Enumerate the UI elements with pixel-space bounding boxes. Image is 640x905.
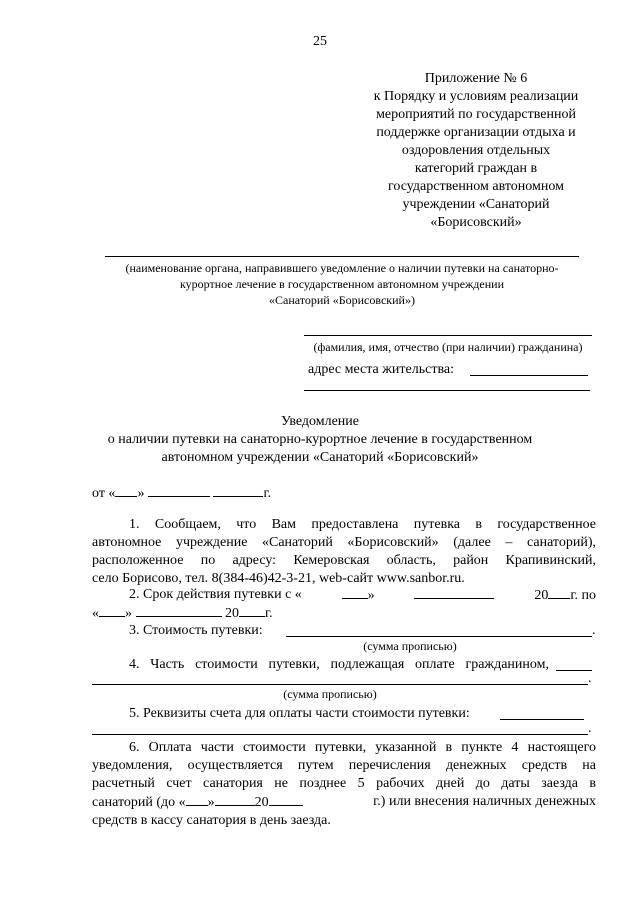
item-2-until: г. по <box>570 588 596 603</box>
item-2-year-suffix: г. <box>265 606 273 621</box>
organ-caption-line: «Санаторий «Борисовский») <box>269 293 415 307</box>
item-2-from-month-field[interactable] <box>414 586 494 599</box>
item-6-month-field[interactable] <box>215 793 255 806</box>
recipient-name-field[interactable] <box>304 335 592 336</box>
recipient-name-caption: (фамилия, имя, отчество (при наличии) гражданина) <box>313 340 583 354</box>
item-5-label: 5. Реквизиты счета для оплаты части стоимости путевки: <box>129 706 470 721</box>
item-6-text: санаторий (до « <box>92 795 186 810</box>
item-6-line: 6. Оплата части стоимости путевки, указанной в пункте 4 настоящего <box>129 740 596 755</box>
organ-name-field[interactable] <box>105 256 579 257</box>
item-4-amount-field-2[interactable] <box>92 684 588 685</box>
item-4-label: 4. Часть стоимости путевки, подлежащая оплате гражданином, <box>129 657 549 672</box>
item-6-year-field[interactable] <box>269 793 303 806</box>
item-1-line: автономное учреждение «Санаторий «Борисовский» (далее – санаторий), <box>92 535 596 550</box>
appendix-line: категорий граждан в <box>414 161 538 176</box>
item-6-line: средств в кассу санатория в день заезда. <box>92 813 331 828</box>
item-2-from-year-field[interactable] <box>548 586 570 599</box>
item-4-end: . <box>588 671 592 686</box>
date-day-field[interactable] <box>115 484 137 497</box>
item-2-quote: « <box>92 606 99 621</box>
item-2-quote: » <box>125 606 132 621</box>
item-2-to-day-field[interactable] <box>99 604 125 617</box>
item-5-account-field-1[interactable] <box>500 719 584 720</box>
item-6-century: 20 <box>254 795 269 810</box>
item-2-line-1 <box>129 586 596 605</box>
item-3-caption: (сумма прописью) <box>363 639 457 653</box>
item-5-end: . <box>588 721 592 736</box>
date-suffix: г. <box>263 486 272 501</box>
title-line: Уведомление <box>280 414 359 429</box>
date-year-field[interactable] <box>213 484 263 497</box>
appendix-line: поддержке организации отдыха и <box>376 125 576 140</box>
appendix-line: к Порядку и условиям реализации <box>373 89 579 104</box>
appendix-line: оздоровления отдельных <box>401 143 551 158</box>
address-label: адрес места жительства: <box>308 362 454 377</box>
item-6-line-4 <box>92 793 596 812</box>
item-2-century: 20 <box>225 606 239 621</box>
date-mid: » <box>137 486 145 501</box>
item-6-text: г.) или внесения наличных денежных <box>373 794 596 809</box>
organ-caption-line: курортное лечение в государственном автономном учреждении <box>179 277 505 291</box>
item-2-from-day-field[interactable] <box>342 586 368 599</box>
appendix-line: «Борисовский» <box>430 215 522 230</box>
appendix-line: Приложение № 6 <box>424 71 528 86</box>
item-2-century: 20 <box>534 588 549 603</box>
item-2-line-2 <box>92 604 273 623</box>
item-6 <box>92 739 596 830</box>
item-2-to-month-field[interactable] <box>136 604 222 617</box>
item-4-amount-field-1[interactable] <box>556 670 592 671</box>
item-1-line: расположенное по адресу: Кемеровская область, район Крапивинский, <box>92 553 596 568</box>
item-6-day-field[interactable] <box>186 793 208 806</box>
item-3-cost-field[interactable] <box>286 636 592 637</box>
title-line: о наличии путевки на санаторно-курортное лечение в государственном <box>107 432 533 447</box>
item-4-caption: (сумма прописью) <box>283 687 377 701</box>
item-3-label: 3. Стоимость путевки: <box>129 623 263 638</box>
date-line <box>92 484 271 503</box>
appendix-line: учреждении «Санаторий <box>402 197 550 212</box>
item-2-text: 2. Срок действия путевки с « <box>129 587 302 602</box>
appendix-line: мероприятий по государственной <box>376 107 576 122</box>
item-6-line: уведомления, осуществляется путем перечисления денежных средств на <box>92 758 596 773</box>
date-month-field[interactable] <box>148 484 210 497</box>
date-prefix: от « <box>92 486 116 501</box>
item-3-end: . <box>592 623 596 638</box>
organ-caption-line: (наименование органа, направившего уведомление о наличии путевки на санаторно- <box>125 261 559 275</box>
address-field-2[interactable] <box>304 390 590 391</box>
item-1-line: 1. Сообщаем, что Вам предоставлена путевка в государственное <box>129 517 596 532</box>
item-6-line: расчетный счет санатория не позднее 5 рабочих дней до даты заезда в <box>92 776 596 791</box>
document-title <box>0 413 640 467</box>
item-1 <box>92 516 596 588</box>
item-6-quote: » <box>207 795 215 810</box>
organ-caption <box>100 260 584 308</box>
item-2-quote: » <box>367 588 375 603</box>
item-5-account-field-2[interactable] <box>92 734 588 735</box>
item-2-to-year-field[interactable] <box>239 604 265 617</box>
appendix-header <box>360 70 592 232</box>
page-number: 25 <box>313 34 327 49</box>
address-field-1[interactable] <box>470 375 588 376</box>
title-line: автономном учреждении «Санаторий «Борисовский» <box>161 450 479 465</box>
appendix-line: государственном автономном <box>388 179 564 194</box>
item-1-line: село Борисово, тел. 8(384-46)42-3-21, web-сайт www.sanbor.ru. <box>92 571 465 586</box>
